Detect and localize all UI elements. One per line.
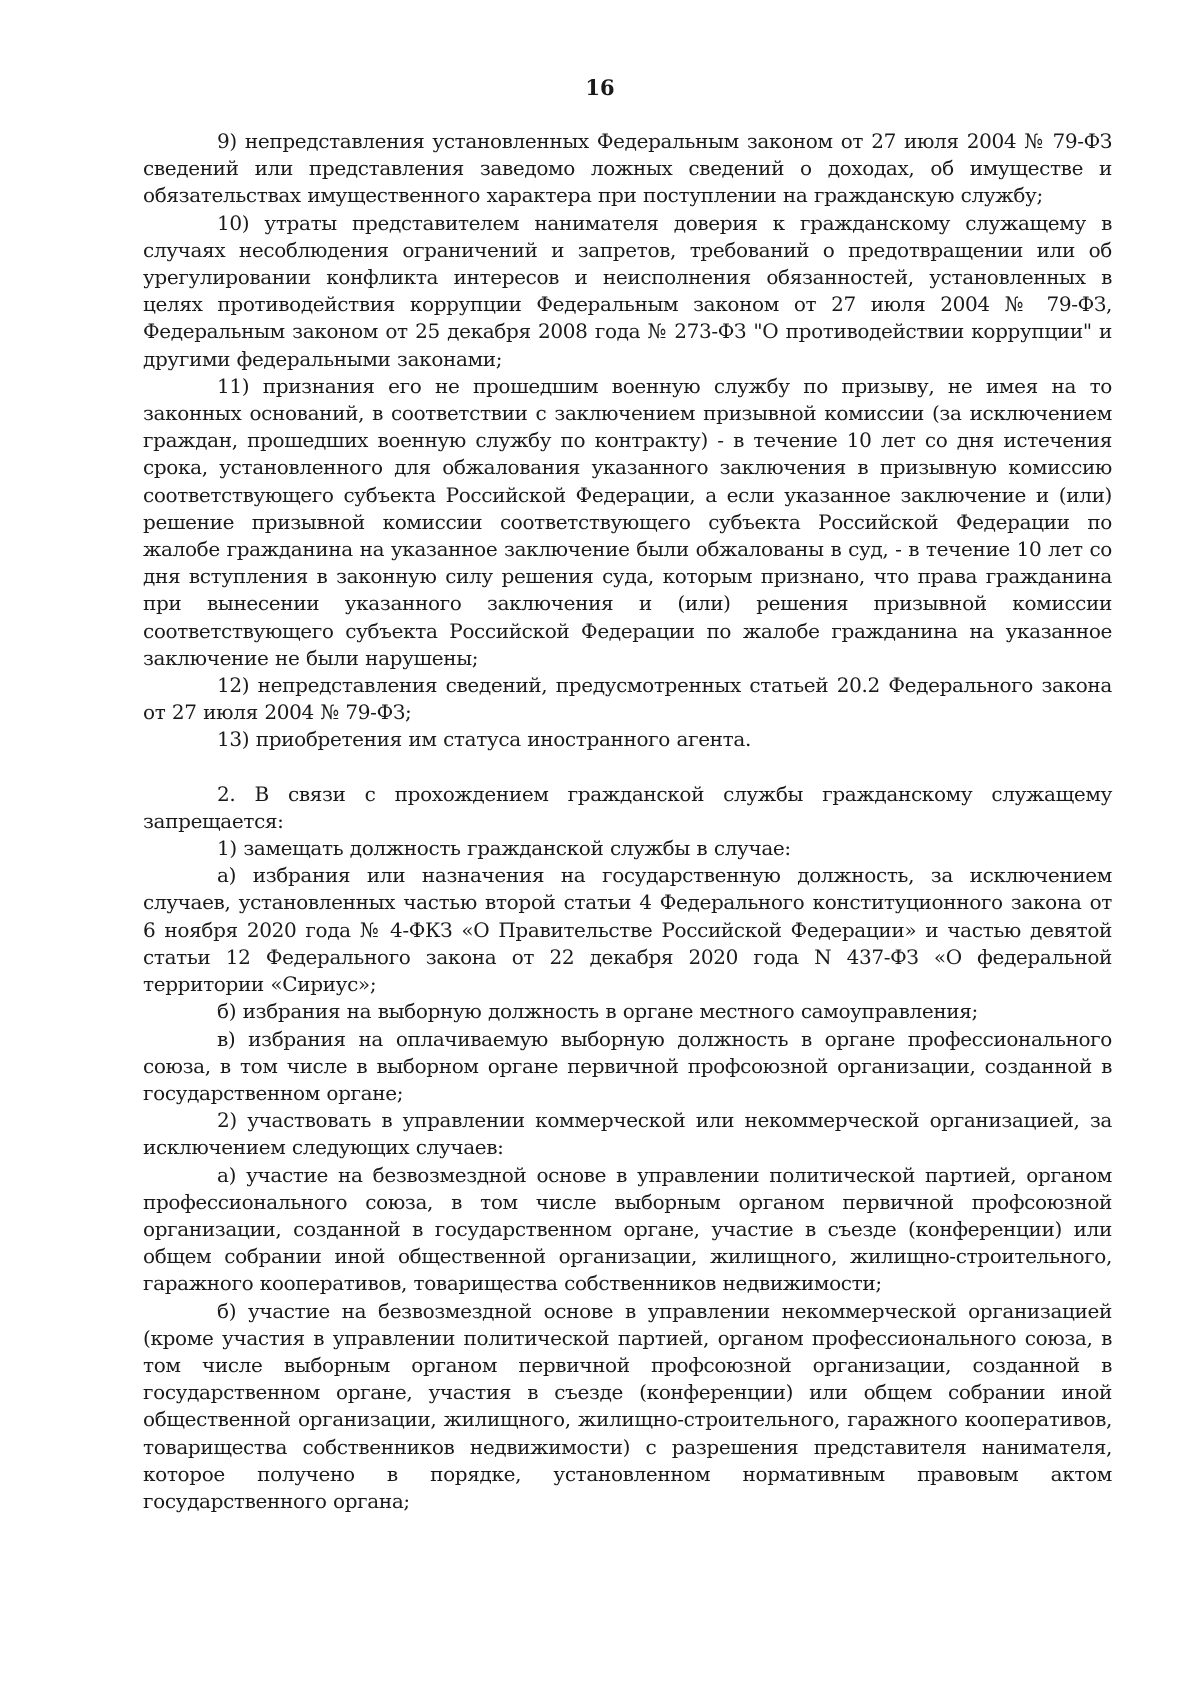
paragraph-item-12: 12) непредставления сведений, предусмотренных статьей 20.2 Федерального закона от 27 июля 2004 № 79-ФЗ; bbox=[143, 673, 1112, 725]
paragraph-subitem-1b: б) избрания на выборную должность в органе местного самоуправления; bbox=[217, 999, 978, 1024]
document-body bbox=[143, 128, 1112, 1515]
paragraph-item-10: 10) утраты представителем нанимателя доверия к гражданскому служащему в случаях несоблюдения ограничений и запретов, требований о предотвращении или об урегулировании конфликта интересов и неисполнения обязанностей, установленных в целях противодействия коррупции Федеральным законом от 27 июля 2004 № 79-ФЗ, Федеральным законом от 25 декабря 2008 года № 273-ФЗ "О противодействии коррупции" и другими федеральными законами; bbox=[143, 210, 1112, 371]
paragraph-item-13: 13) приобретения им статуса иностранного агента. bbox=[217, 727, 751, 752]
paragraph-item-9: 9) непредставления установленных Федеральным законом от 27 июля 2004 № 79-ФЗ сведений или представления заведомо ложных сведений о доходах, об имуществе и обязательствах имущественного характера при поступлении на гражданскую службу; bbox=[143, 129, 1112, 208]
paragraph-subitem-2b: б) участие на безвозмездной основе в управлении некоммерческой организацией (кроме участия в управлении политической партией, органом профессионального союза, в том числе выборным органом первичной профсоюзной организации, созданной в государственном органе, участия в съезде (конференции) или общем собрании иной общественной организации, жилищного, жилищно-строительного, гаражного кооперативов, товарищества собственников недвижимости) с разрешения представителя нанимателя, которое получено в порядке, установленном нормативным правовым актом государственного органа; bbox=[143, 1298, 1112, 1513]
paragraph-subitem-1a: а) избрания или назначения на государственную должность, за исключением случаев, установленных частью второй статьи 4 Федерального конституционного закона от 6 ноября 2020 года № 4-ФКЗ «О Правительстве Российской Федерации» и частью девятой статьи 12 Федерального закона от 22 декабря 2020 года N 437-ФЗ «О федеральной территории «Сириус»; bbox=[143, 863, 1112, 997]
section-2-heading-paragraph: 2. В связи с прохождением гражданской службы гражданскому служащему запрещается: bbox=[143, 781, 1112, 833]
paragraph-subitem-1: 1) замещать должность гражданской службы в случае: bbox=[217, 836, 791, 861]
page-number: 16 bbox=[585, 75, 615, 100]
paragraph-subitem-2: 2) участвовать в управлении коммерческой или некоммерческой организацией, за исключением следующих случаев: bbox=[143, 1108, 1112, 1160]
paragraph-item-11: 11) признания его не прошедшим военную службу по призыву, не имея на то законных оснований, в соответствии с заключением призывной комиссии (за исключением граждан, прошедших военную службу по контракту) - в течение 10 лет со дня истечения срока, установленного для обжалования указанного заключения в призывную комиссию соответствующего субъекта Российской Федерации, а если указанное заключение и (или) решение призывной комиссии соответствующего субъекта Российской Федерации по жалобе гражданина на указанное заключение были обжалованы в суд, - в течение 10 лет со дня вступления в законную силу решения суда, которым признано, что права гражданина при вынесении указанного заключения и (или) решения призывной комиссии соответствующего субъекта Российской Федерации по жалобе гражданина на указанное заключение не были нарушены; bbox=[143, 373, 1112, 670]
paragraph-subitem-2a: а) участие на безвозмездной основе в управлении политической партией, органом профессионального союза, в том числе выборным органом первичной профсоюзной организации, созданной в государственном органе, участие в съезде (конференции) или общем собрании иной общественной организации, жилищного, жилищно-строительного, гаражного кооперативов, товарищества собственников недвижимости; bbox=[143, 1162, 1112, 1296]
paragraph-subitem-1v: в) избрания на оплачиваемую выборную должность в органе профессионального союза, в том числе в выборном органе первичной профсоюзной организации, созданной в государственном органе; bbox=[143, 1026, 1112, 1105]
